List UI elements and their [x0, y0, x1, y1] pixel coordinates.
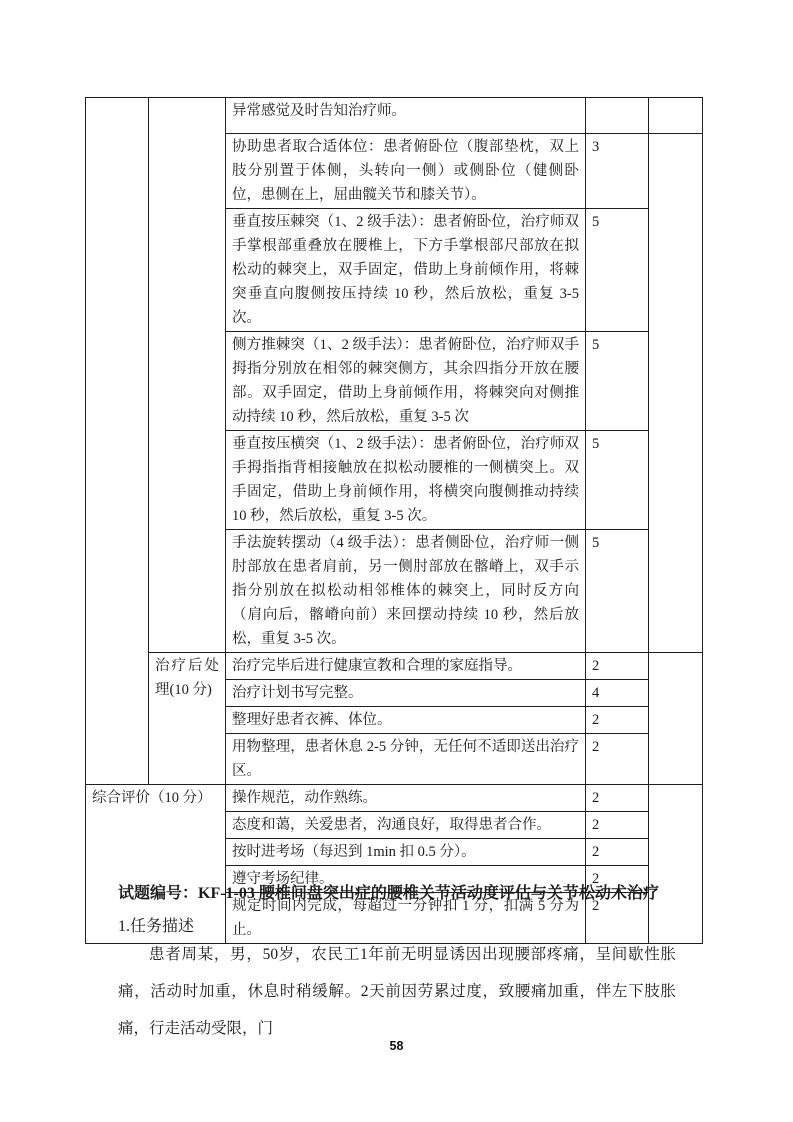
- score-cell: 2: [586, 785, 649, 812]
- score-cell: 2: [586, 653, 649, 680]
- criterion-text-cell: 态度和蔼，关爱患者，沟通良好，取得患者合作。: [226, 812, 586, 839]
- criterion-text-cell: 整理好患者衣裤、体位。: [226, 707, 586, 734]
- criterion-text-cell: 用物整理，患者休息 2-5 分钟，无任何不适即送出治疗区。: [226, 734, 586, 785]
- score-cell: 5: [586, 332, 649, 431]
- page-number: 58: [389, 1039, 404, 1053]
- score-cell: [586, 98, 649, 134]
- score-cell: 2: [586, 734, 649, 785]
- criterion-text-cell: 治疗完毕后进行健康宣教和合理的家庭指导。: [226, 653, 586, 680]
- score-cell: 5: [586, 431, 649, 530]
- criterion-text-cell: 垂直按压横突（1、2 级手法）：患者俯卧位，治疗师双手拇指指背相接触放在拟松动腰椎的一侧横突上。双手固定，借助上身前倾作用，将横突向腹侧推动持续 10 秒，然后放松，重复 3-5 次。: [226, 431, 586, 530]
- criterion-text-cell: 操作规范，动作熟练。: [226, 785, 586, 812]
- result-cell: [649, 785, 703, 944]
- category-overall-evaluation-cell: 综合评价（10 分）: [86, 785, 226, 944]
- exam-item-heading: 试题编号：KF-1-03 腰椎间盘突出症的腰椎关节活动度评估与关节松动术治疗: [118, 885, 659, 902]
- criterion-text-cell: 垂直按压棘突（1、2 级手法）：患者俯卧位，治疗师双手掌根部重叠放在腰椎上，下方手掌根部尺部放在拟松动的棘突上，双手固定，借助上身前倾作用，将棘突垂直向腹侧按压持续 10 秒，然后放松，重复 3-5 次。: [226, 209, 586, 332]
- criterion-text-cell: 遵守考场纪律。: [226, 866, 586, 893]
- scoring-table: [85, 97, 703, 944]
- score-cell: 3: [586, 134, 649, 209]
- result-cell: [649, 98, 703, 134]
- criterion-text-cell: 治疗计划书写完整。: [226, 680, 586, 707]
- criterion-text-cell: 侧方推棘突（1、2 级手法）：患者俯卧位，治疗师双手拇指分别放在相邻的棘突侧方，其余四指分开放在腰部。双手固定，借助上身前倾作用，将棘突向对侧推动持续 10 秒，然后放松，重复 3-5 次: [226, 332, 586, 431]
- score-cell: 2: [586, 866, 649, 893]
- score-cell: 5: [586, 530, 649, 653]
- criterion-text-cell: 异常感觉及时告知治疗师。: [226, 98, 586, 134]
- table-row: [86, 98, 703, 134]
- score-cell: 5: [586, 209, 649, 332]
- category-post-treatment-cell: 治疗后处理(10 分): [149, 653, 226, 785]
- criterion-text-cell: 手法旋转摆动（4 级手法）：患者侧卧位，治疗师一侧肘部放在患者肩前，另一侧肘部放在髂嵴上，双手示指分别放在拟松动相邻椎体的棘突上，同时反方向（肩向后，髂嵴向前）来回摆动持续 10 秒，然后放松，重复 3-5 次。: [226, 530, 586, 653]
- category-col1-empty-cell: [86, 98, 149, 785]
- criterion-text-cell: 按时进考场（每迟到 1min 扣 0.5 分）。: [226, 839, 586, 866]
- criterion-text-cell: 协助患者取合适体位：患者俯卧位（腹部垫枕，双上肢分别置于体侧，头转向一侧）或侧卧位（健侧卧位，患侧在上，屈曲髋关节和膝关节）。: [226, 134, 586, 209]
- score-cell: 2: [586, 707, 649, 734]
- result-cell: [649, 653, 703, 785]
- score-cell: 2: [586, 893, 649, 944]
- task-description-title: 1.任务描述: [118, 918, 195, 935]
- score-cell: 2: [586, 812, 649, 839]
- table-row: [86, 785, 703, 812]
- criterion-text-cell: 规定时间内完成，每超过一分钟扣 1 分，扣满 5 分为止。: [226, 893, 586, 944]
- score-cell: 2: [586, 839, 649, 866]
- result-cell: [649, 134, 703, 653]
- category-col2-empty-cell: [149, 98, 226, 653]
- table-row: [86, 653, 703, 680]
- task-description-paragraph: 患者周某，男，50岁，农民工1年前无明显诱因出现腰部疼痛，呈间歇性胀痛，活动时加重，休息时稍缓解。2天前因劳累过度，致腰痛加重，伴左下肢胀痛，行走活动受限，门: [118, 946, 676, 1037]
- score-cell: 4: [586, 680, 649, 707]
